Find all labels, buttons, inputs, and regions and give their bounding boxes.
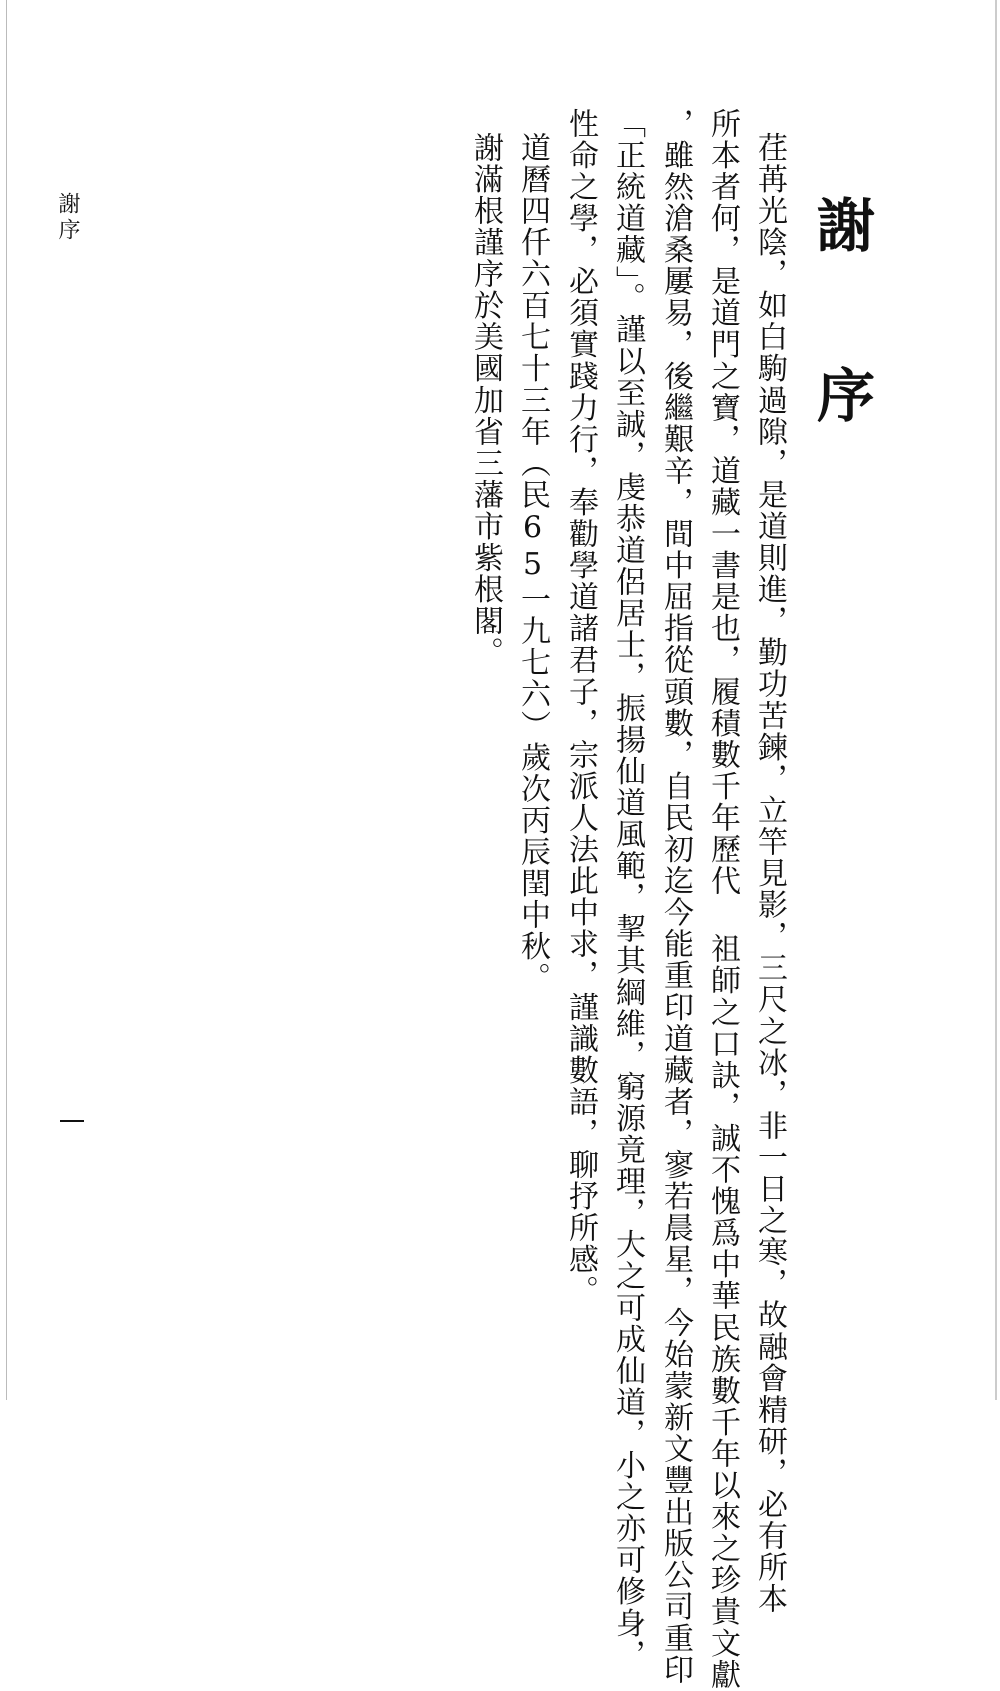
running-head: 謝序 bbox=[55, 192, 80, 244]
text-column-1: 荏苒光陰，如白駒過隙，是道則進，勤功苦鍊，立竿見影，三尺之冰，非一日之寒，故融會精研，必有所本 bbox=[752, 132, 787, 1615]
text-column-3: ，雖然滄桑屢易，後繼艱辛，間中屈指從頭數，自民初迄今能重印道藏者，寥若晨星，今始蒙新文豐出版公司重印 bbox=[658, 108, 693, 1686]
text-column-5: 性命之學，必須實踐力行，奉勸學道諸君子，宗派人法此中求，謹識數語，聊抒所感。 bbox=[563, 108, 598, 1307]
text-column-4: 「正統道藏」。謹以至誠，虔恭道侶居士，振揚仙道風範，挈其綱維，窮源竟理，大之可成仙道，小之亦可修身， bbox=[610, 108, 645, 1671]
text-column-signature: 謝滿根謹序於美國加省三藩市紫根閣。 bbox=[468, 132, 503, 669]
page-edge-right bbox=[995, 0, 997, 1400]
page-number bbox=[60, 1120, 84, 1122]
page-edge-left bbox=[6, 0, 7, 1400]
text-column-2: 所本者何，是道門之寶，道藏一書是也，履積數千年歷代 祖師之口訣，誠不愧爲中華民族數千年以來之珍貴文獻 bbox=[705, 108, 740, 1691]
preface-title: 謝序 bbox=[807, 195, 875, 535]
text-column-date: 道曆四仟六百七十三年（民65一九七六）歲次丙辰閏中秋。 bbox=[515, 132, 550, 994]
